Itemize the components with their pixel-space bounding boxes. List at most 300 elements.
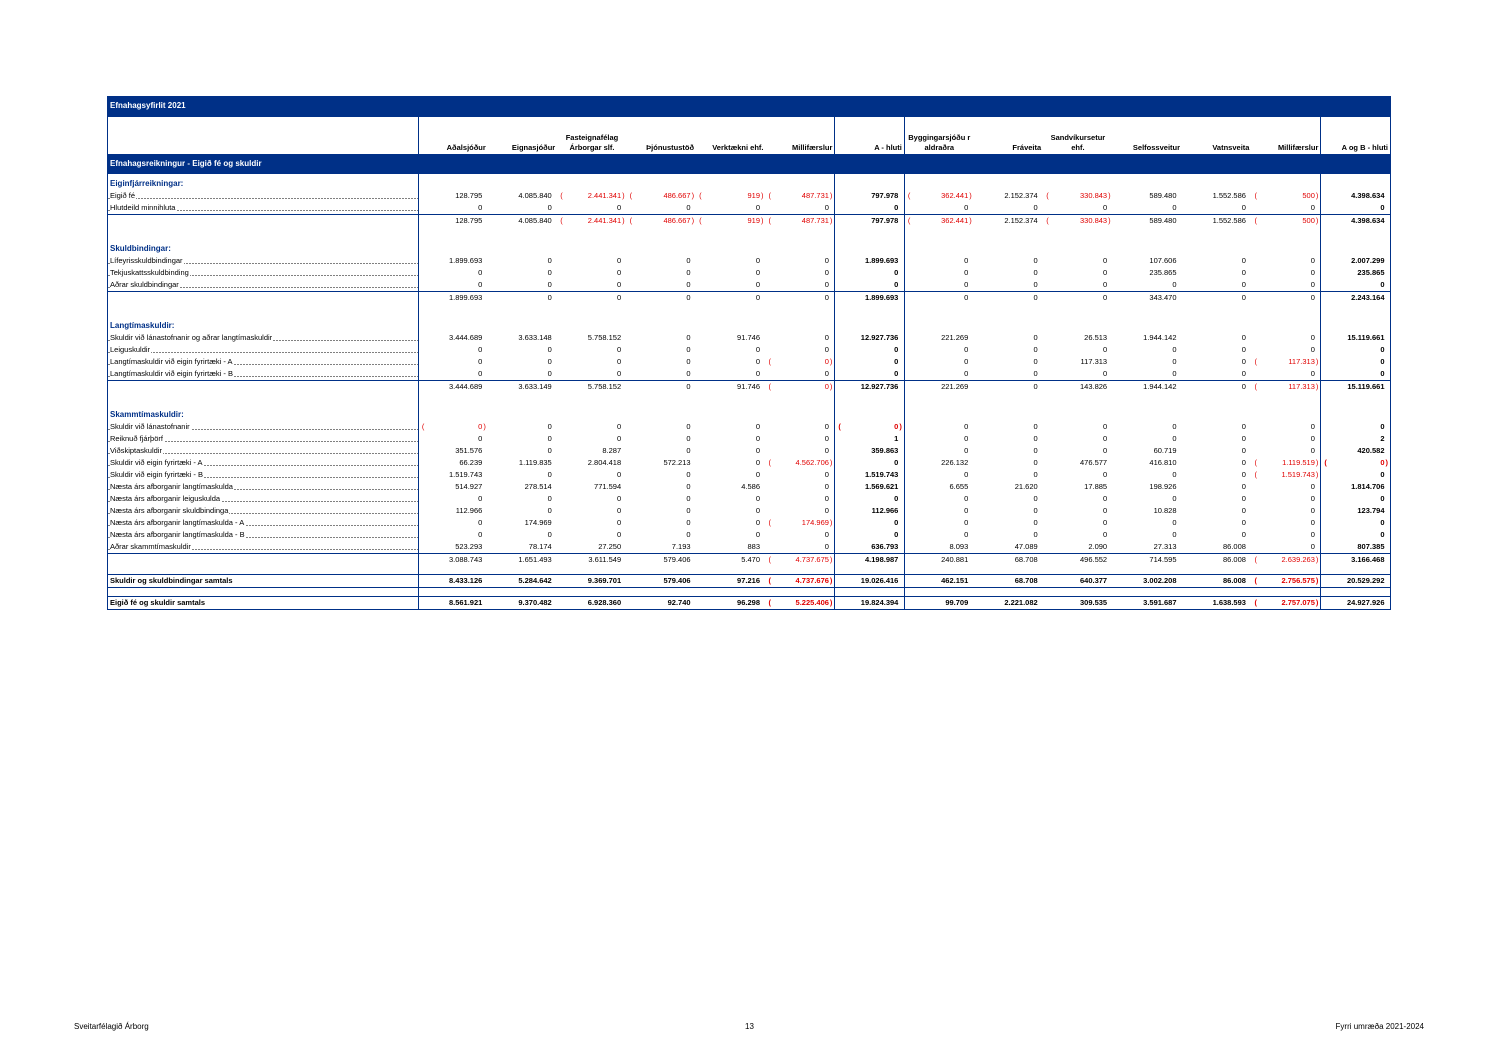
value-cell: ( 487.731 ) [766, 190, 835, 202]
empty-cell [766, 393, 835, 405]
value-cell: 12.927.736 ) [835, 381, 904, 394]
value-cell: 0 ) [1182, 493, 1251, 505]
empty-cell [418, 227, 487, 239]
empty-cell [488, 316, 557, 332]
table-row [108, 332, 1391, 344]
value-cell: 0 ) [696, 344, 765, 356]
value-cell: 0 ) [557, 469, 626, 481]
row-label-text: Næsta árs afborganir langtímaskulda - A [110, 518, 245, 527]
empty-cell [696, 304, 765, 316]
value-cell: 636.793 ) [835, 541, 904, 554]
empty-cell [696, 566, 765, 575]
empty-cell [1113, 227, 1182, 239]
value-cell: 0 ) [1182, 279, 1251, 292]
empty-cell [488, 239, 557, 255]
table-row [108, 356, 1391, 368]
group-heading-row [108, 405, 1391, 421]
value-cell: 0 ) [974, 517, 1043, 529]
empty-cell [904, 174, 973, 190]
value-cell: 6.928.360 ) [557, 597, 626, 610]
empty-cell [1043, 316, 1112, 332]
empty-cell [835, 566, 904, 575]
value-cell: ( 1.519.743 ) [1251, 469, 1320, 481]
value-cell: 0 ) [1113, 202, 1182, 215]
group-heading-row [108, 174, 1391, 190]
value-cell: 10.828 ) [1113, 505, 1182, 517]
value-cell: 0 ) [1251, 255, 1320, 267]
empty-cell [835, 304, 904, 316]
value-cell: 0 ) [974, 292, 1043, 305]
value-cell: 0 ) [1182, 202, 1251, 215]
value-cell: 0 ) [1043, 344, 1112, 356]
value-cell: 0 ) [1043, 445, 1112, 457]
empty-cell [904, 566, 973, 575]
value-cell: 2.152.374 ) [974, 215, 1043, 228]
value-cell: 0 ) [1113, 279, 1182, 292]
value-cell: 0 ) [974, 421, 1043, 433]
value-cell: 0 ) [835, 529, 904, 541]
value-cell: 0 ) [1321, 517, 1391, 529]
column-header-row [108, 117, 1391, 155]
empty-cell [974, 239, 1043, 255]
value-cell: 0 ) [1321, 356, 1391, 368]
empty-cell [835, 239, 904, 255]
empty-cell [1321, 588, 1391, 597]
value-cell: 714.595 ) [1113, 554, 1182, 567]
row-label [108, 356, 419, 368]
table-row [108, 469, 1391, 481]
value-cell: 0 ) [1251, 433, 1320, 445]
row-label [108, 554, 419, 567]
empty-cell [1113, 174, 1182, 190]
empty-cell [835, 588, 904, 597]
value-cell: ( 0 ) [1321, 457, 1391, 469]
value-cell: 0 ) [1113, 344, 1182, 356]
value-cell: 0 ) [904, 493, 973, 505]
row-label [108, 215, 419, 228]
value-cell: 1.569.621 ) [835, 481, 904, 493]
value-cell: 86.008 ) [1182, 554, 1251, 567]
header-blank [108, 117, 419, 155]
subtotal-row [108, 554, 1391, 567]
column-header: Sandvíkursetur ehf. [1050, 133, 1106, 152]
value-cell: 24.927.926 ) [1321, 597, 1391, 610]
row-label [108, 505, 419, 517]
empty-cell [488, 304, 557, 316]
empty-cell [696, 393, 765, 405]
value-cell: 0 ) [904, 267, 973, 279]
value-cell: ( 4.562.706 ) [766, 457, 835, 469]
gap-row [108, 227, 1391, 239]
value-cell: 0 ) [835, 517, 904, 529]
empty-cell [766, 304, 835, 316]
value-cell: 883 ) [696, 541, 765, 554]
empty-cell [904, 405, 973, 421]
empty-cell [974, 405, 1043, 421]
value-cell: 0 ) [766, 202, 835, 215]
value-cell: 1.944.142 ) [1113, 332, 1182, 344]
value-cell: ( 487.731 ) [766, 215, 835, 228]
value-cell: ( 2.756.575 ) [1251, 575, 1320, 588]
value-cell: 416.810 ) [1113, 457, 1182, 469]
value-cell: 0 ) [1251, 541, 1320, 554]
value-cell: 0 ) [1182, 292, 1251, 305]
value-cell: 3.633.148 ) [488, 332, 557, 344]
empty-cell [627, 174, 696, 190]
empty-cell [557, 316, 626, 332]
value-cell: 0 ) [1321, 529, 1391, 541]
empty-cell [766, 239, 835, 255]
empty-cell [696, 239, 765, 255]
empty-cell [1251, 316, 1320, 332]
value-cell: 4.085.840 ) [488, 215, 557, 228]
value-cell: 68.708 ) [974, 575, 1043, 588]
value-cell: ( 486.667 ) [627, 215, 696, 228]
value-cell: ( 919 ) [696, 215, 765, 228]
value-cell: 0 ) [974, 457, 1043, 469]
value-cell: 0 ) [418, 279, 487, 292]
value-cell: 797.978 ) [835, 215, 904, 228]
value-cell: 235.865 ) [1113, 267, 1182, 279]
row-label-text: Skuldir og skuldbindingar samtals [110, 576, 233, 585]
table-row [108, 445, 1391, 457]
empty-cell [557, 588, 626, 597]
value-cell: 0 ) [1043, 255, 1112, 267]
empty-cell [488, 174, 557, 190]
column-header: Vatnsveita [1212, 143, 1250, 152]
value-cell: 1.814.706 ) [1321, 481, 1391, 493]
row-label-text: Langtímaskuldir við eigin fyrirtæki - A [110, 357, 233, 366]
value-cell: 0 ) [696, 255, 765, 267]
table-row [108, 368, 1391, 381]
value-cell: 0 ) [1182, 255, 1251, 267]
value-cell: 78.174 ) [488, 541, 557, 554]
empty-cell [1251, 405, 1320, 421]
empty-cell [418, 393, 487, 405]
row-label [108, 255, 419, 267]
empty-cell [1321, 566, 1391, 575]
empty-cell [835, 227, 904, 239]
value-cell: 514.927 ) [418, 481, 487, 493]
empty-cell [1043, 393, 1112, 405]
value-cell: 0 ) [1043, 368, 1112, 381]
column-header: A og B - hluti [1321, 117, 1391, 155]
value-cell: 0 ) [557, 529, 626, 541]
value-cell: 0 ) [557, 493, 626, 505]
value-cell: 0 ) [627, 529, 696, 541]
empty-cell [488, 393, 557, 405]
value-cell: 0 ) [904, 279, 973, 292]
empty-cell [904, 304, 973, 316]
row-label [108, 344, 419, 356]
value-cell: 523.293 ) [418, 541, 487, 554]
empty-cell [1113, 316, 1182, 332]
value-cell: 2.152.374 ) [974, 190, 1043, 202]
value-cell: 4.586 ) [696, 481, 765, 493]
empty-cell [835, 316, 904, 332]
table-row [108, 541, 1391, 554]
value-cell: 0 ) [488, 279, 557, 292]
value-cell: 0 ) [557, 255, 626, 267]
value-cell: 0 ) [766, 469, 835, 481]
value-cell: 351.576 ) [418, 445, 487, 457]
value-cell: 0 ) [1113, 493, 1182, 505]
value-cell: 1.944.142 ) [1113, 381, 1182, 394]
value-cell: 0 ) [696, 457, 765, 469]
value-cell: 0 ) [974, 255, 1043, 267]
value-cell: 0 ) [418, 493, 487, 505]
value-cell: 0 ) [766, 421, 835, 433]
value-cell: 476.577 ) [1043, 457, 1112, 469]
value-cell: 0 ) [557, 267, 626, 279]
value-cell: 0 ) [1251, 517, 1320, 529]
value-cell: 278.514 ) [488, 481, 557, 493]
value-cell: 0 ) [627, 332, 696, 344]
value-cell: 0 ) [557, 421, 626, 433]
empty-cell [1182, 405, 1251, 421]
value-cell: 4.398.634 ) [1321, 215, 1391, 228]
value-cell: 0 ) [488, 505, 557, 517]
value-cell: ( 4.737.675 ) [766, 554, 835, 567]
column-header: Aðalsjóður [446, 143, 486, 152]
empty-cell [974, 174, 1043, 190]
row-label-text: Næsta árs afborganir langtímaskulda - B [110, 530, 245, 539]
empty-cell [108, 566, 419, 575]
empty-cell [1113, 566, 1182, 575]
grand-total-row [108, 575, 1391, 588]
value-cell: 3.633.149 ) [488, 381, 557, 394]
value-cell: 0 ) [1251, 493, 1320, 505]
value-cell: 226.132 ) [904, 457, 973, 469]
value-cell: 0 ) [766, 332, 835, 344]
value-cell: 0 ) [627, 505, 696, 517]
empty-cell [1113, 393, 1182, 405]
value-cell: 6.655 ) [904, 481, 973, 493]
column-header: Fráveita [1012, 143, 1042, 152]
value-cell: 0 ) [557, 368, 626, 381]
value-cell: 2.804.418 ) [557, 457, 626, 469]
empty-cell [835, 393, 904, 405]
value-cell: 2.221.082 ) [974, 597, 1043, 610]
value-cell: 0 ) [974, 381, 1043, 394]
value-cell: 1.552.586 ) [1182, 190, 1251, 202]
empty-cell [1251, 393, 1320, 405]
value-cell: 2 ) [1321, 433, 1391, 445]
value-cell: 0 ) [1113, 529, 1182, 541]
empty-cell [1043, 239, 1112, 255]
empty-cell [1043, 588, 1112, 597]
row-label [108, 267, 419, 279]
value-cell: 0 ) [488, 202, 557, 215]
empty-cell [557, 227, 626, 239]
value-cell: 640.377 ) [1043, 575, 1112, 588]
value-cell: 27.313 ) [1113, 541, 1182, 554]
empty-cell [1043, 405, 1112, 421]
value-cell: 1.519.743 ) [835, 469, 904, 481]
row-label-text: Skuldir við eigin fyrirtæki - A [110, 458, 203, 467]
value-cell: 0 ) [766, 344, 835, 356]
value-cell: 0 ) [557, 356, 626, 368]
empty-cell [974, 393, 1043, 405]
empty-cell [974, 227, 1043, 239]
value-cell: 5.758.152 ) [557, 332, 626, 344]
value-cell: 0 ) [1043, 505, 1112, 517]
row-label [108, 292, 419, 305]
value-cell: 0 ) [1113, 356, 1182, 368]
empty-cell [1182, 316, 1251, 332]
value-cell: 3.591.687 ) [1113, 597, 1182, 610]
value-cell: 0 ) [835, 267, 904, 279]
value-cell: 112.966 ) [418, 505, 487, 517]
value-cell: 1.119.835 ) [488, 457, 557, 469]
value-cell: 47.089 ) [974, 541, 1043, 554]
value-cell: 0 ) [557, 517, 626, 529]
column-header: Selfossveitur [1132, 143, 1181, 152]
value-cell: 309.535 ) [1043, 597, 1112, 610]
empty-cell [1251, 566, 1320, 575]
value-cell: 112.966 ) [835, 505, 904, 517]
value-cell: 0 ) [696, 356, 765, 368]
table-row [108, 529, 1391, 541]
value-cell: 0 ) [766, 433, 835, 445]
empty-cell [974, 316, 1043, 332]
value-cell: 807.385 ) [1321, 541, 1391, 554]
empty-cell [766, 566, 835, 575]
value-cell: 0 ) [488, 292, 557, 305]
grand-total-row [108, 597, 1391, 610]
group-heading: Skuldbindingar: [108, 239, 419, 255]
gap-row [108, 393, 1391, 405]
value-cell: 60.719 ) [1113, 445, 1182, 457]
empty-cell [1321, 239, 1391, 255]
subtotal-row [108, 215, 1391, 228]
empty-cell [1182, 304, 1251, 316]
row-label [108, 481, 419, 493]
table-row [108, 190, 1391, 202]
column-header: Þjónustustöð [646, 143, 695, 152]
value-cell: 0 ) [1182, 332, 1251, 344]
value-cell: 17.885 ) [1043, 481, 1112, 493]
value-cell: 96.298 ) [696, 597, 765, 610]
value-cell: 0 ) [627, 381, 696, 394]
value-cell: 579.406 ) [627, 575, 696, 588]
empty-cell [627, 405, 696, 421]
row-label [108, 493, 419, 505]
value-cell: 0 ) [1182, 433, 1251, 445]
value-cell: 0 ) [1043, 529, 1112, 541]
value-cell: 5.284.642 ) [488, 575, 557, 588]
empty-cell [627, 566, 696, 575]
value-cell: ( 362.441 ) [904, 215, 973, 228]
value-cell: 0 ) [904, 421, 973, 433]
value-cell: 0 ) [488, 368, 557, 381]
value-cell: 0 ) [1043, 493, 1112, 505]
row-label [108, 529, 419, 541]
value-cell: 0 ) [904, 356, 973, 368]
footer-right: Fyrri umræða 2021-2024 [1335, 1022, 1424, 1031]
empty-cell [557, 405, 626, 421]
value-cell: 0 ) [557, 292, 626, 305]
row-label-text: Leiguskuldir [110, 345, 151, 354]
value-cell: 0 ) [1043, 517, 1112, 529]
empty-cell [766, 316, 835, 332]
value-cell: 0 ) [488, 493, 557, 505]
value-cell: 0 ) [696, 368, 765, 381]
value-cell: 0 ) [974, 445, 1043, 457]
value-cell: 0 ) [904, 433, 973, 445]
group-heading-row [108, 239, 1391, 255]
value-cell: 4.398.634 ) [1321, 190, 1391, 202]
value-cell: ( 5.225.406 ) [766, 597, 835, 610]
value-cell: 0 ) [627, 279, 696, 292]
value-cell: 0 ) [1113, 433, 1182, 445]
value-cell: 1.519.743 ) [418, 469, 487, 481]
empty-cell [766, 227, 835, 239]
value-cell: 0 ) [696, 279, 765, 292]
value-cell: 0 ) [904, 255, 973, 267]
value-cell: ( 4.737.676 ) [766, 575, 835, 588]
value-cell: 0 ) [904, 445, 973, 457]
value-cell: 496.552 ) [1043, 554, 1112, 567]
empty-cell [1321, 304, 1391, 316]
value-cell: 0 ) [766, 292, 835, 305]
value-cell: 589.480 ) [1113, 190, 1182, 202]
value-cell: 20.529.292 ) [1321, 575, 1391, 588]
empty-cell [1043, 227, 1112, 239]
empty-cell [696, 588, 765, 597]
empty-cell [418, 566, 487, 575]
empty-cell [904, 588, 973, 597]
value-cell: 797.978 ) [835, 190, 904, 202]
row-label [108, 575, 419, 588]
value-cell: 0 ) [1251, 368, 1320, 381]
value-cell: 9.369.701 ) [557, 575, 626, 588]
empty-cell [1321, 405, 1391, 421]
empty-cell [904, 227, 973, 239]
value-cell: 27.250 ) [557, 541, 626, 554]
value-cell: 1 ) [835, 433, 904, 445]
value-cell: 0 ) [557, 202, 626, 215]
value-cell: ( 330.843 ) [1043, 190, 1112, 202]
value-cell: 0 ) [696, 445, 765, 457]
value-cell: 0 ) [1251, 529, 1320, 541]
value-cell: 0 ) [696, 292, 765, 305]
table-row [108, 505, 1391, 517]
value-cell: 3.444.689 ) [418, 332, 487, 344]
value-cell: 26.513 ) [1043, 332, 1112, 344]
value-cell: 3.611.549 ) [557, 554, 626, 567]
value-cell: 0 ) [1182, 505, 1251, 517]
value-cell: 0 ) [627, 433, 696, 445]
table-row [108, 267, 1391, 279]
empty-cell [1251, 174, 1320, 190]
empty-cell [108, 304, 419, 316]
empty-cell [1182, 393, 1251, 405]
empty-cell [108, 227, 419, 239]
value-cell: 0 ) [627, 469, 696, 481]
value-cell: 0 ) [696, 469, 765, 481]
value-cell: 0 ) [557, 505, 626, 517]
table-row [108, 493, 1391, 505]
column-header: A - hluti [835, 117, 904, 155]
value-cell: ( 2.639.263 ) [1251, 554, 1320, 567]
value-cell: 92.740 ) [627, 597, 696, 610]
empty-cell [488, 566, 557, 575]
value-cell: 0 ) [1113, 421, 1182, 433]
value-cell: 1.899.693 ) [835, 292, 904, 305]
value-cell: 0 ) [627, 267, 696, 279]
value-cell: 0 ) [974, 267, 1043, 279]
